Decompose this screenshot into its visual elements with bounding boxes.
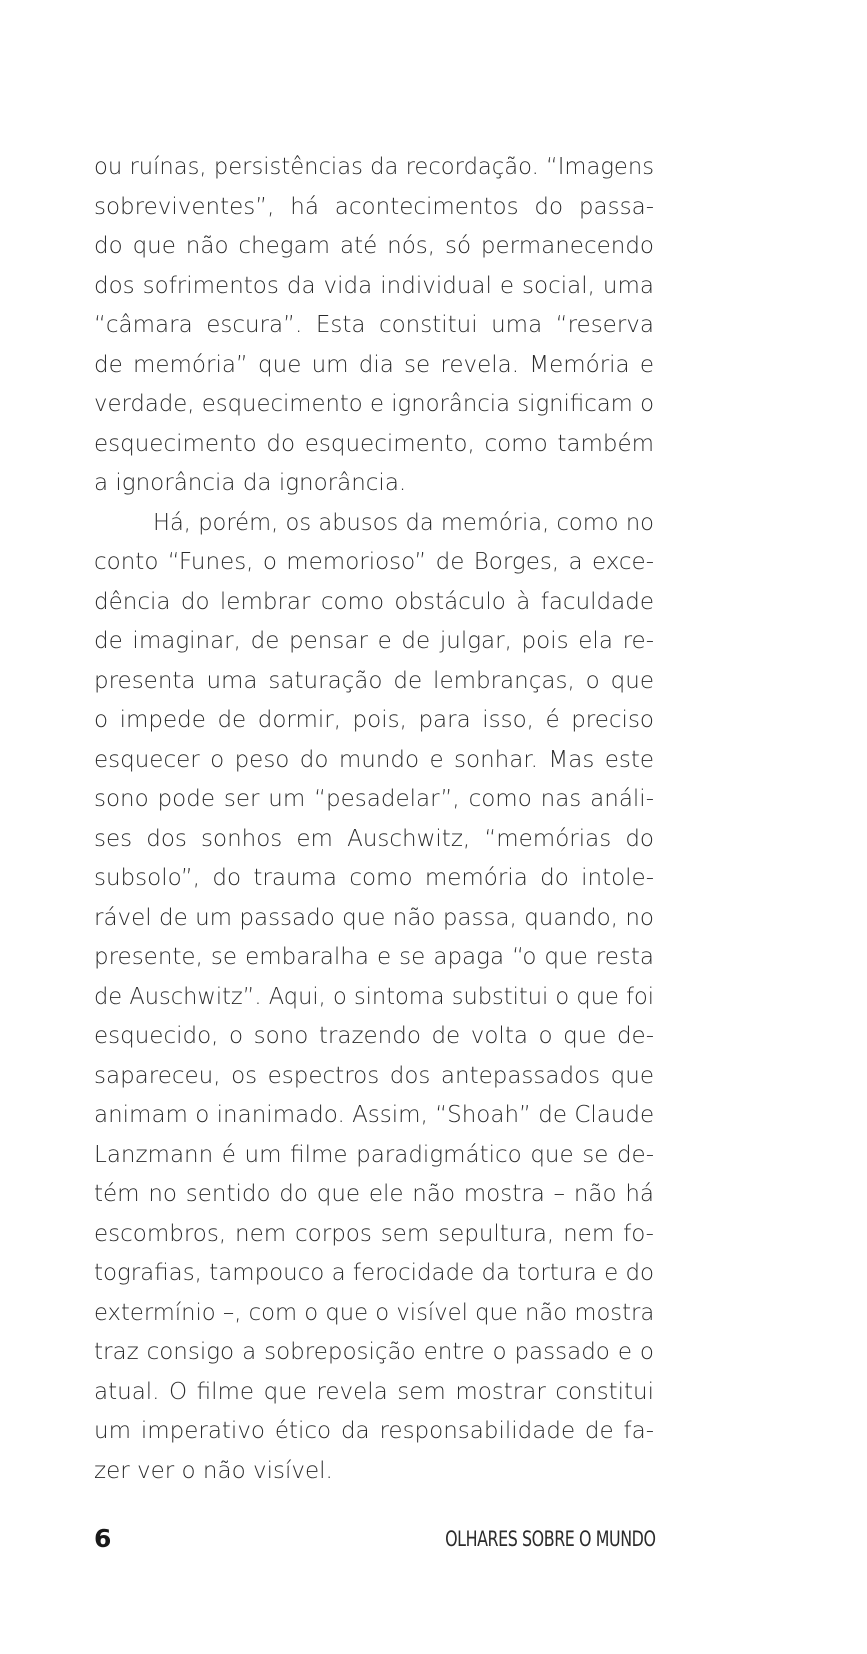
text-line: animam o inanimado. Assim, “Shoah” de Claude — [94, 1102, 655, 1128]
text-line: sapareceu, os espectros dos antepassados que — [94, 1062, 654, 1089]
text-line: um imperativo ético da responsabilidade de fa- — [94, 1418, 654, 1444]
text-line: tografias, tampouco a ferocidade da tortura e do — [94, 1260, 655, 1286]
text-line: sono pode ser um “pesadelar”, como nas análi- — [94, 786, 654, 812]
page-number: 6 — [94, 1524, 112, 1553]
text-line: traz consigo a sobreposição entre o passado e o — [94, 1339, 654, 1365]
text-line: esquecimento do esquecimento, como também — [94, 430, 654, 457]
text-line: sobreviventes”, há acontecimentos do passa- — [94, 193, 654, 220]
text-line: tém no sentido do que ele não mostra – não há — [94, 1181, 654, 1207]
text-line: dos sofrimentos da vida individual e social, uma — [94, 272, 654, 299]
text-line: esquecer o peso do mundo e sonhar. Mas este — [94, 746, 654, 773]
text-line: ses dos sonhos em Auschwitz, “memórias do — [94, 825, 654, 852]
text-line: rável de um passado que não passa, quando, no — [94, 904, 654, 931]
text-line: o impede de dormir, pois, para isso, é preciso — [94, 707, 654, 733]
text-line: “câmara escura”. Esta constitui uma “reserva — [94, 312, 654, 338]
text-line: presente, se embaralha e se apaga “o que resta — [94, 944, 654, 970]
text-line: Lanzmann é um filme paradigmático que se de- — [94, 1141, 654, 1168]
text-line: de imaginar, de pensar e de julgar, pois ela re- — [94, 628, 654, 654]
text-line: dência do lembrar como obstáculo à faculdade — [94, 588, 654, 615]
text-line: Há, porém, os abusos da memória, como no — [152, 509, 654, 536]
text-line: esquecido, o sono trazendo de volta o que de- — [94, 1023, 654, 1049]
text-line: verdade, esquecimento e ignorância significam o — [94, 391, 654, 417]
text-line: de memória” que um dia se revela. Memória e — [94, 351, 654, 378]
text-line: zer ver o não visível. — [94, 1457, 333, 1484]
text-line: ou ruínas, persistências da recordação. “Imagens — [94, 154, 654, 180]
text-line: do que não chegam até nós, só permanecendo — [94, 233, 654, 259]
text-line: a ignorância da ignorância. — [94, 470, 407, 496]
text-line: atual. O filme que revela sem mostrar constitui — [94, 1378, 654, 1405]
text-line: subsolo”, do trauma como memória do intole- — [94, 865, 654, 891]
text-line: escombros, nem corpos sem sepultura, nem fo- — [94, 1220, 654, 1247]
text-line: extermínio –, com o que o visível que não mostra — [94, 1299, 655, 1326]
body-text — [94, 148, 654, 1491]
running-footer-title: OLHARES SOBRE O MUNDO — [445, 1527, 656, 1551]
text-line: conto “Funes, o memorioso” de Borges, a exce- — [94, 549, 654, 575]
text-line: de Auschwitz”. Aqui, o sintoma substitui o que foi — [94, 983, 654, 1010]
text-line: presenta uma saturação de lembranças, o que — [94, 667, 654, 694]
